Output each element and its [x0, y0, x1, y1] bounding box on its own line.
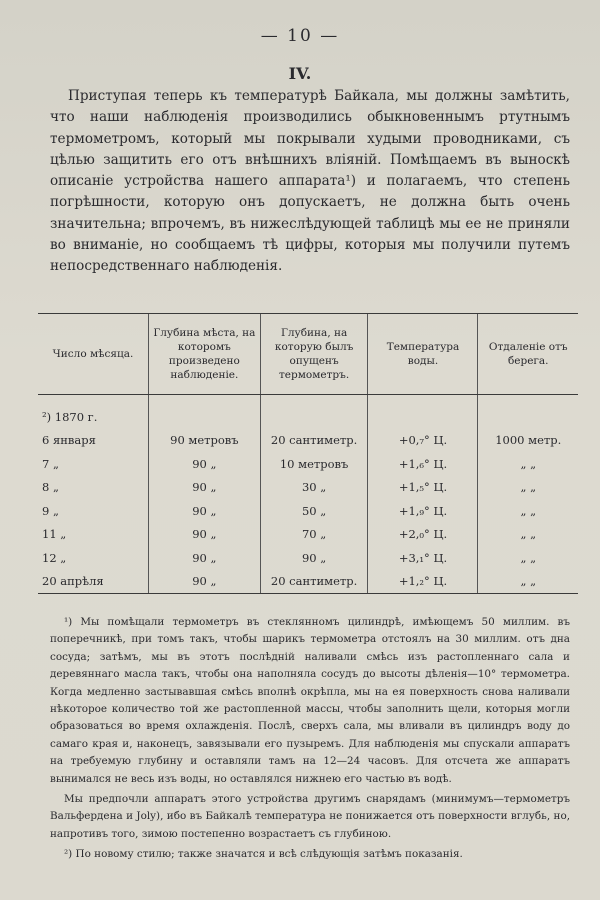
cell-thermometer-depth: 10 метровъ: [260, 452, 368, 476]
temperature-table: [38, 313, 578, 594]
cell-site-depth: 90 „: [149, 452, 261, 476]
cell-temperature: +3,₁° Ц.: [368, 546, 478, 570]
footnote-1-continued: Мы предпочли аппаратъ этого устройства другимъ снарядамъ (минимумъ—термометръ Вальфердена и Joly), ибо въ Байкалѣ температура не понижается отъ поверхности вглубь, но, напротивъ того, зимою постепенно возрастаетъ съ глубиною.: [50, 793, 570, 840]
cell-thermometer-depth: 70 „: [260, 523, 368, 547]
cell-site-depth: 90 „: [149, 546, 261, 570]
paragraph-text: Приступая теперь къ температурѣ Байкала, мы должны замѣтить, что наши наблюденія производились обыкновеннымъ ртутнымъ термометромъ, который мы покрывали худыми проводниками, съ цѣлью защитить его отъ внѣшнихъ вліяній. Помѣщаемъ въ выноскѣ описаніе устройства нашего аппарата¹) и полагаемъ, что степень погрѣшности, которую онъ допускаетъ, не должна быть очень значительна; впрочемъ, въ нижеслѣдующей таблицѣ мы ее не приняли во вниманіе, но сообщаемъ тѣ цифры, которыя мы получили путемъ непосредственнаго наблюденія.: [50, 88, 570, 275]
year-cell: ²) 1870 г.: [42, 409, 98, 424]
header-date: Число мѣсяца.: [38, 314, 149, 395]
cell-distance: „ „: [478, 499, 578, 523]
table-row: [38, 476, 578, 500]
table-header-row: [38, 314, 578, 395]
cell-distance: „ „: [478, 546, 578, 570]
cell-thermometer-depth: 50 „: [260, 499, 368, 523]
table-row: [38, 546, 578, 570]
table-row: [38, 570, 578, 594]
cell-site-depth: 90 „: [149, 523, 261, 547]
page-number: — 10 —: [260, 26, 340, 46]
main-paragraph: [50, 86, 570, 278]
cell-thermometer-depth: 20 сантиметр.: [260, 429, 368, 453]
footnote-2: ²) По новому стилю; также значатся и всѣ слѣдующія затѣмъ показанія.: [64, 848, 463, 861]
cell-date: 7 „: [42, 456, 59, 471]
cell-temperature: +2,₀° Ц.: [368, 523, 478, 547]
cell-date: 6 января: [42, 433, 96, 448]
cell-date: 9 „: [42, 503, 59, 518]
cell-temperature: +0,₇° Ц.: [368, 429, 478, 453]
cell-thermometer-depth: 20 сантиметр.: [260, 570, 368, 594]
cell-temperature: +1,₆° Ц.: [368, 452, 478, 476]
cell-distance: „ „: [478, 570, 578, 594]
cell-distance: „ „: [478, 523, 578, 547]
table-row: [38, 499, 578, 523]
section-heading: IV.: [288, 64, 312, 83]
cell-temperature: +1,₂° Ц.: [368, 570, 478, 594]
cell-date: 20 апрѣля: [38, 570, 149, 594]
cell-temperature: +1,₅° Ц.: [368, 476, 478, 500]
header-water-temperature: Температура воды.: [368, 314, 478, 395]
cell-date: 8 „: [42, 480, 59, 495]
cell-site-depth: 90 „: [149, 499, 261, 523]
cell-temperature: +1,₉° Ц.: [368, 499, 478, 523]
cell-date: 12 „: [42, 550, 67, 565]
header-thermometer-depth: Глубина, на которую былъ опущенъ термометръ.: [260, 314, 368, 395]
cell-thermometer-depth: 90 „: [260, 546, 368, 570]
cell-distance: 1000 метр.: [478, 429, 578, 453]
year-row: [38, 405, 578, 429]
footnote-1: ¹) Мы помѣщали термометръ въ стеклянномъ цилиндрѣ, имѣющемъ 50 миллим. въ поперечникѣ, при томъ такъ, чтобы шарикъ термометра отстоялъ на 30 миллим. отъ дна сосуда; затѣмъ, мы въ этотъ послѣдній наливали смѣсь изъ растопленнаго сала и деревяннаго масла такъ, чтобы она наполняла сосудъ до высоты дѣленія—10° термометра. Когда медленно застывавшая смѣсь вполнѣ окрѣпла, мы на ея поверхность снова наливали нѣкоторое количество той же растопленной массы, чтобы заполнить щели, которыя могли образоваться во время охлажденія. Послѣ, сверхъ сала, мы вливали въ цилиндръ воду до самаго края и, наконецъ, завязывали его пузыремъ. Для наблюденія мы спускали аппаратъ на требуемую глубину и оставляли тамъ на 12—24 часовъ. Для отсчета же аппаратъ вынимался не весь изъ воды, но оставлялся нижнею его частью въ водѣ.: [50, 616, 570, 785]
footnotes: [50, 614, 570, 867]
table-row: [38, 523, 578, 547]
cell-site-depth: 90 „: [149, 570, 261, 594]
header-shore-distance: Отдаленіе отъ берега.: [478, 314, 578, 395]
header-site-depth: Глубина мѣста, на которомъ произведено наблюденіе.: [149, 314, 261, 395]
cell-site-depth: 90 метровъ: [149, 429, 261, 453]
cell-distance: „ „: [478, 452, 578, 476]
cell-date: 11 „: [42, 527, 67, 542]
cell-thermometer-depth: 30 „: [260, 476, 368, 500]
table-row: [38, 452, 578, 476]
table-row: [38, 429, 578, 453]
cell-distance: „ „: [478, 476, 578, 500]
cell-site-depth: 90 „: [149, 476, 261, 500]
